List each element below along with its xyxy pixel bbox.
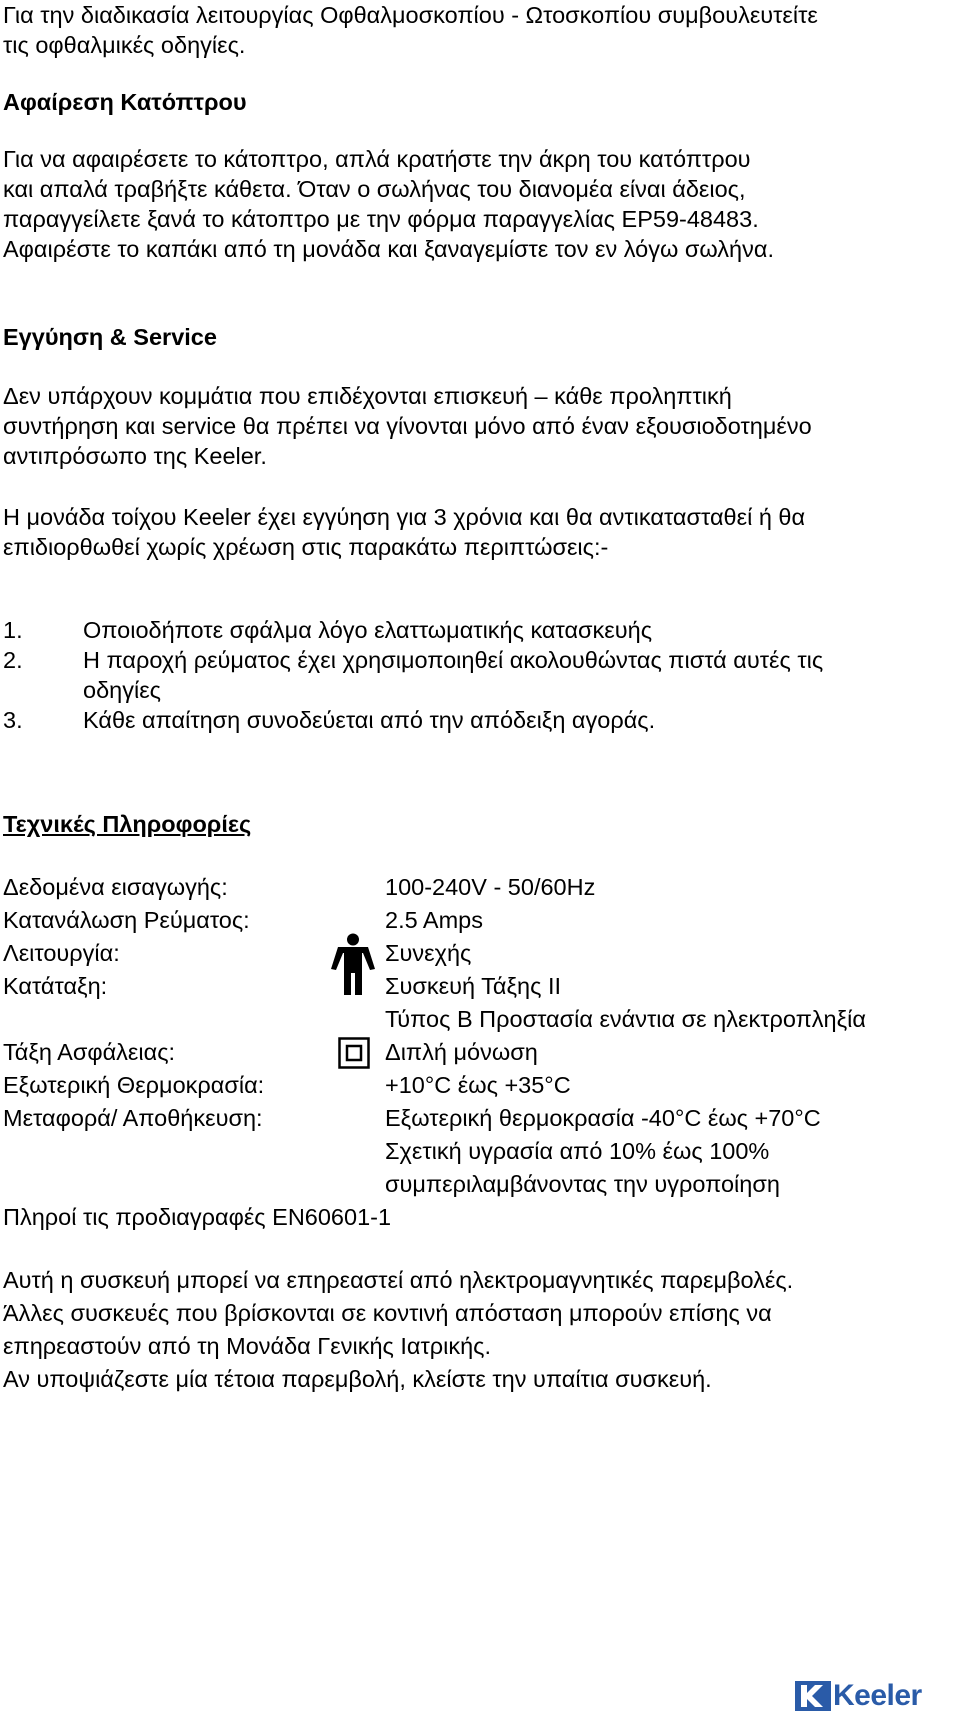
spec-row bbox=[3, 871, 953, 903]
body-line: Η μονάδα τοίχου Keeler έχει εγγύηση για 3 χρόνια και θα αντικατασταθεί ή θα bbox=[3, 504, 806, 530]
body-line: συντήρηση και service θα πρέπει να γίνονται μόνο από έναν εξουσιοδοτημένο bbox=[3, 413, 812, 439]
spec-value: Εξωτερική θερμοκρασία -40°C έως +70°C bbox=[385, 1105, 821, 1131]
body-line: Αφαιρέστε το καπάκι από τη μονάδα και ξαναγεμίστε τον εν λόγω σωλήνα. bbox=[3, 236, 774, 262]
list-item bbox=[3, 614, 953, 646]
spec-label: Λειτουργία: bbox=[3, 940, 120, 966]
body-line: Αυτή η συσκευή μπορεί να επηρεαστεί από ηλεκτρομαγνητικές παρεμβολές. bbox=[3, 1267, 794, 1293]
spec-label: Δεδομένα εισαγωγής: bbox=[3, 874, 228, 900]
spec-value: Συνεχής bbox=[385, 940, 472, 966]
spec-row bbox=[3, 1102, 953, 1134]
keeler-logo-text: Keeler bbox=[833, 1679, 922, 1712]
list-text: οδηγίες bbox=[83, 677, 161, 703]
list-number: 2. bbox=[3, 647, 23, 673]
keeler-logo-mark-icon bbox=[795, 1681, 831, 1711]
spec-row bbox=[3, 1135, 953, 1167]
list-item bbox=[3, 704, 953, 736]
spec-value: +10°C έως +35°C bbox=[385, 1072, 571, 1098]
spec-row bbox=[3, 904, 953, 936]
spec-label: Κατανάλωση Ρεύματος: bbox=[3, 907, 250, 933]
spec-row bbox=[3, 970, 953, 1002]
spec-label: Εξωτερική Θερμοκρασία: bbox=[3, 1072, 265, 1098]
section-heading-mirror-removal: Αφαίρεση Κατόπτρου bbox=[3, 89, 247, 115]
list-item bbox=[3, 644, 953, 676]
spec-value: Συσκευή Τάξης II bbox=[385, 973, 561, 999]
section-heading-warranty: Εγγύηση & Service bbox=[3, 324, 217, 350]
spec-value: Διπλή μόνωση bbox=[385, 1039, 538, 1065]
keeler-logo bbox=[795, 1678, 922, 1714]
spec-row bbox=[3, 1003, 953, 1035]
spec-row bbox=[3, 1036, 953, 1068]
double-insulation-icon bbox=[338, 1037, 370, 1069]
spec-value: 2.5 Amps bbox=[385, 907, 483, 933]
intro-line: τις οφθαλμικές οδηγίες. bbox=[3, 32, 246, 58]
body-line: Άλλες συσκευές που βρίσκονται σε κοντινή απόσταση μπορούν επίσης να bbox=[3, 1300, 772, 1326]
body-line: παραγγείλετε ξανά το κάτοπτρο με την φόρμα παραγγελίας EP59-48483. bbox=[3, 206, 759, 232]
spec-row bbox=[3, 1168, 953, 1200]
spec-label: Τάξη Ασφάλειας: bbox=[3, 1039, 176, 1065]
body-line: Για να αφαιρέσετε το κάτοπτρο, απλά κρατήστε την άκρη του κατόπτρου bbox=[3, 146, 751, 172]
list-text: Οποιοδήποτε σφάλμα λόγο ελαττωματικής κατασκευής bbox=[83, 617, 653, 643]
spec-value: Σχετική υγρασία από 10% έως 100% bbox=[385, 1138, 770, 1164]
body-line: επηρεαστούν από τη Μονάδα Γενικής Ιατρικής. bbox=[3, 1333, 492, 1359]
spec-value: Τύπος B Προστασία ενάντια σε ηλεκτροπληξία bbox=[385, 1006, 866, 1032]
list-number: 1. bbox=[3, 617, 23, 643]
spec-value: 100-240V - 50/60Hz bbox=[385, 874, 596, 900]
standard-compliance: Πληροί τις προδιαγραφές EN60601-1 bbox=[3, 1204, 392, 1230]
body-line: αντιπρόσωπο της Keeler. bbox=[3, 443, 267, 469]
body-line: Αν υποψιάζεστε μία τέτοια παρεμβολή, κλείστε την υπαίτια συσκευή. bbox=[3, 1366, 712, 1392]
list-text: Η παροχή ρεύματος έχει χρησιμοποιηθεί ακολουθώντας πιστά αυτές τις bbox=[83, 647, 824, 673]
spec-row bbox=[3, 1069, 953, 1101]
intro-line: Για την διαδικασία λειτουργίας Οφθαλμοσκοπίου - Ωτοσκοπίου συμβουλευτείτε bbox=[3, 2, 818, 28]
type-b-applied-part-icon bbox=[330, 933, 376, 997]
spec-label: Κατάταξη: bbox=[3, 973, 108, 999]
spec-value: συμπεριλαμβάνοντας την υγροποίηση bbox=[385, 1171, 780, 1197]
body-line: Δεν υπάρχουν κομμάτια που επιδέχονται επισκευή – κάθε προληπτική bbox=[3, 383, 732, 409]
list-number: 3. bbox=[3, 707, 23, 733]
list-item-continuation bbox=[3, 674, 953, 706]
list-text: Κάθε απαίτηση συνοδεύεται από την απόδειξη αγοράς. bbox=[83, 707, 656, 733]
spec-row bbox=[3, 937, 953, 969]
section-heading-technical: Τεχνικές Πληροφορίες bbox=[3, 811, 252, 837]
spec-label: Μεταφορά/ Αποθήκευση: bbox=[3, 1105, 263, 1131]
body-line: επιδιορθωθεί χωρίς χρέωση στις παρακάτω περιπτώσεις:- bbox=[3, 534, 609, 560]
body-line: και απαλά τραβήξτε κάθετα. Όταν ο σωλήνας του διανομέα είναι άδειος, bbox=[3, 176, 746, 202]
